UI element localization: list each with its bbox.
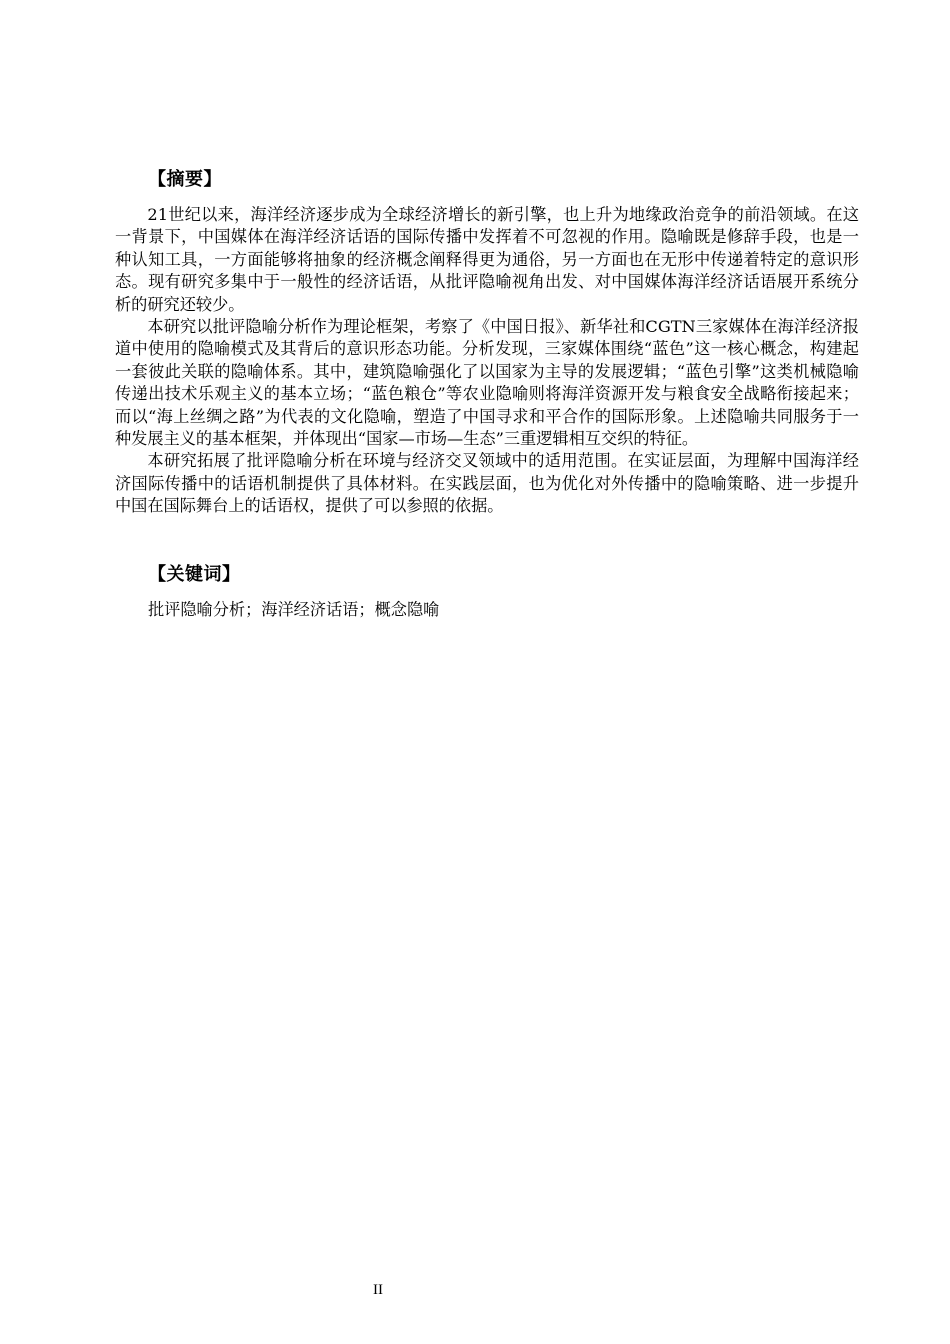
abstract-paragraph-3: 本研究拓展了批评隐喻分析在环境与经济交叉领域中的适用范围。在实证层面，为理解中国海洋经济国际传播中的话语机制提供了具体材料。在实践层面，也为优化对外传播中的隐喻策略、进一步提升中国在国际舞台上的话语权，提供了可以参照的依据。 — [115, 451, 859, 516]
keywords-heading: 【关键词】 — [148, 564, 241, 585]
abstract-paragraph-2: 本研究以批评隐喻分析作为理论框架，考察了《中国日报》、新华社和CGTN三家媒体在海洋经济报道中使用的隐喻模式及其背后的意识形态功能。分析发现，三家媒体围绕“蓝色”这一核心概念，构建起一套彼此关联的隐喻体系。其中，建筑隐喻强化了以国家为主导的发展逻辑；“蓝色引擎”这类机械隐喻传递出技术乐观主义的基本立场；“蓝色粮仓”等农业隐喻则将海洋资源开发与粮食安全战略衔接起来；而以“海上丝绸之路”为代表的文化隐喻，塑造了中国寻求和平合作的国际形象。上述隐喻共同服务于一种发展主义的基本框架，并体现出“国家—市场—生态”三重逻辑相互交织的特征。 — [115, 317, 859, 449]
keywords-list: 批评隐喻分析；海洋经济话语；概念隐喻 — [148, 600, 440, 619]
page-number: II — [373, 1282, 383, 1298]
abstract-heading: 【摘要】 — [148, 169, 222, 190]
abstract-body — [115, 204, 859, 518]
abstract-paragraph-1: 21世纪以来，海洋经济逐步成为全球经济增长的新引擎，也上升为地缘政治竞争的前沿领域。在这一背景下，中国媒体在海洋经济话语的国际传播中发挥着不可忽视的作用。隐喻既是修辞手段，也是一种认知工具，一方面能够将抽象的经济概念阐释得更为通俗，另一方面也在无形中传递着特定的意识形态。现有研究多集中于一般性的经济话语，从批评隐喻视角出发、对中国媒体海洋经济话语展开系统分析的研究还较少。 — [115, 205, 859, 314]
